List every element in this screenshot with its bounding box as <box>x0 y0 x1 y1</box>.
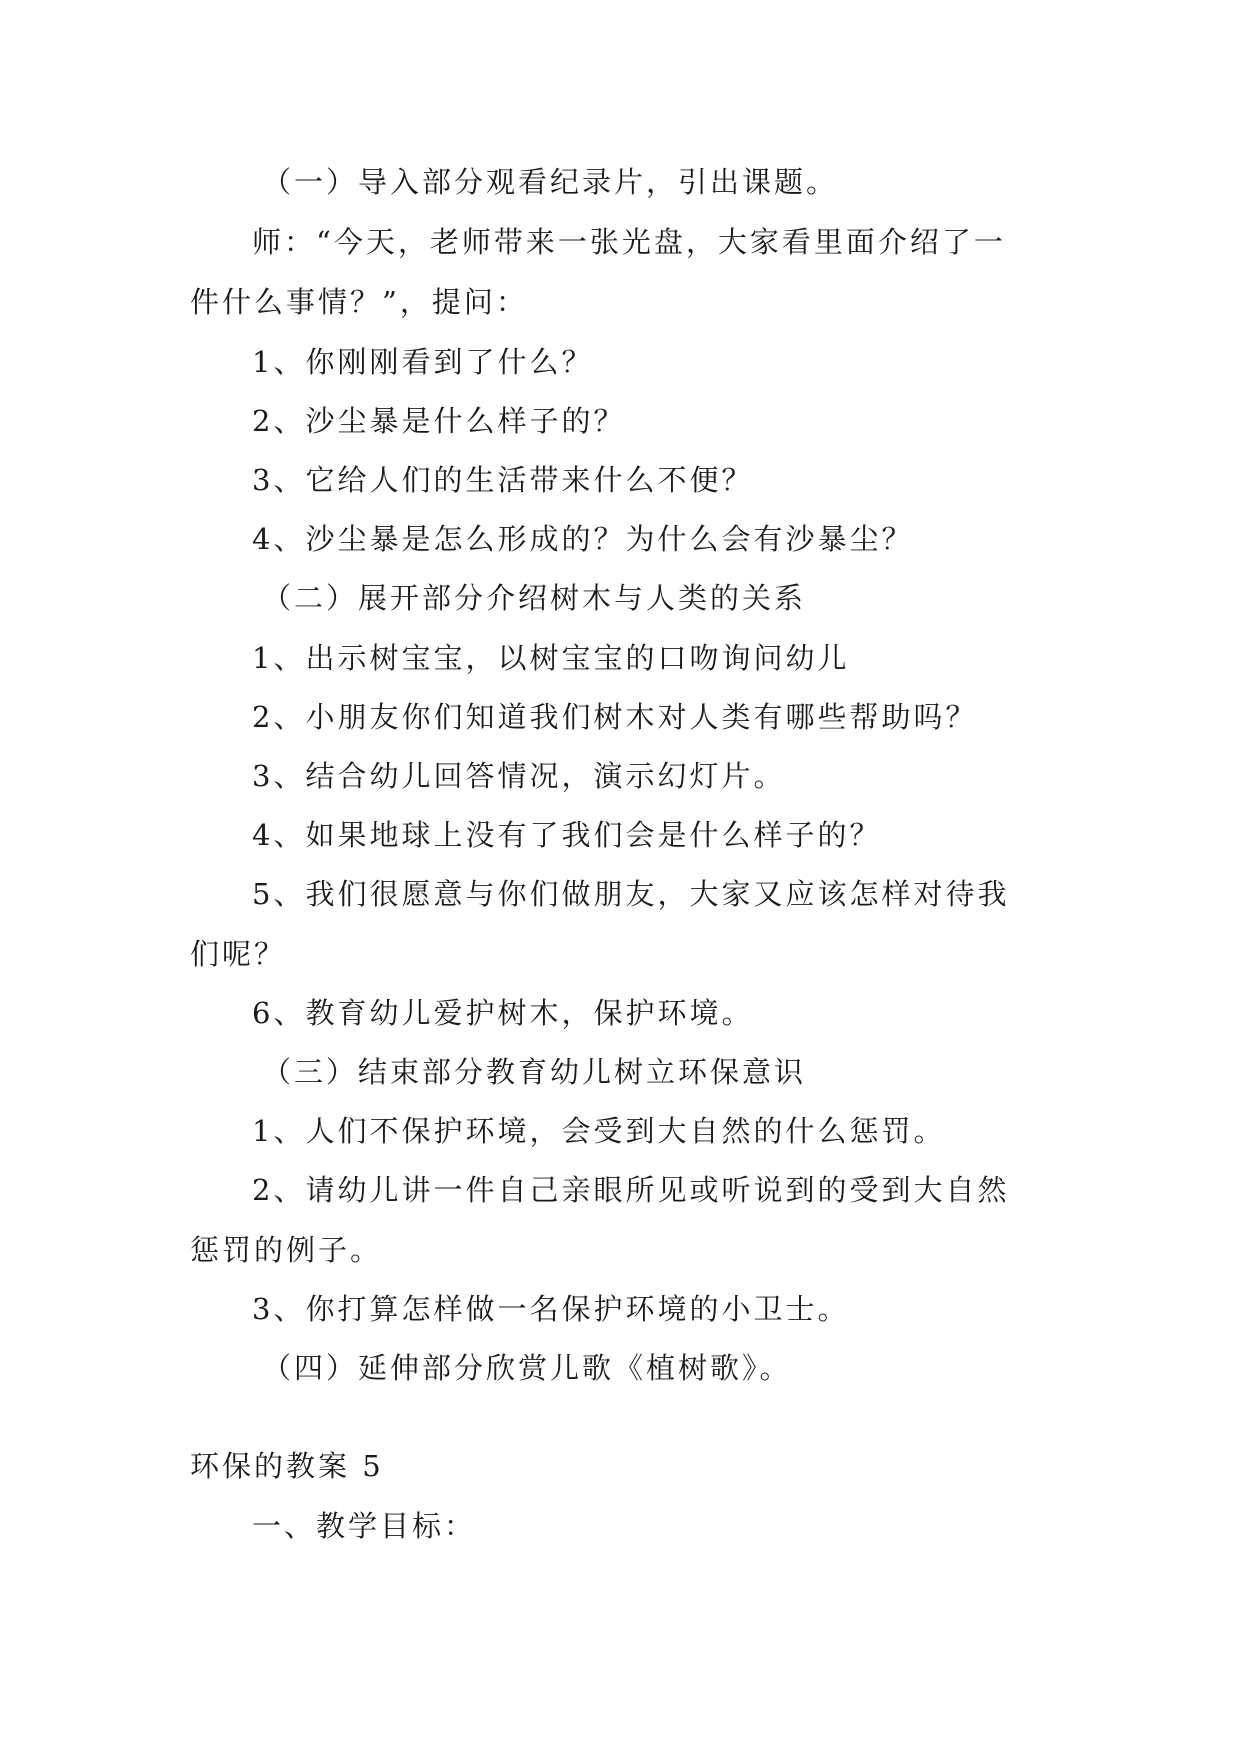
paragraph-line: 件什么事情？”，提问： <box>190 285 528 319</box>
list-item: 4、沙尘暴是怎么形成的？为什么会有沙暴尘？ <box>252 522 914 556</box>
list-item: 3、你打算怎样做一名保护环境的小卫士。 <box>252 1292 850 1326</box>
paragraph-line: 师：“今天，老师带来一张光盘，大家看里面介绍了一 <box>252 225 1006 259</box>
list-item: 1、你刚刚看到了什么？ <box>252 345 594 379</box>
section-heading-1: （一）导入部分观看纪录片，引出课题。 <box>262 165 839 199</box>
list-item: 2、请幼儿讲一件自己亲眼所见或听说到的受到大自然 <box>252 1173 1010 1207</box>
list-item: 2、沙尘暴是什么样子的？ <box>252 404 626 438</box>
subheading: 一、教学目标： <box>252 1509 477 1543</box>
document-heading: 环保的教案 5 <box>190 1449 384 1483</box>
section-heading-3: （三）结束部分教育幼儿树立环保意识 <box>262 1055 807 1089</box>
list-item: 2、小朋友你们知道我们树木对人类有哪些帮助吗？ <box>252 700 978 734</box>
list-item: 1、人们不保护环境，会受到大自然的什么惩罚。 <box>252 1114 946 1148</box>
list-item: 4、如果地球上没有了我们会是什么样子的？ <box>252 818 882 852</box>
paragraph-line: 惩罚的例子。 <box>190 1233 383 1267</box>
section-heading-2: （二）展开部分介绍树木与人类的关系 <box>262 581 807 615</box>
list-item: 1、出示树宝宝，以树宝宝的口吻询问幼儿 <box>252 641 850 675</box>
paragraph-line: 们呢？ <box>190 937 287 971</box>
section-heading-4: （四）延伸部分欣赏儿歌《植树歌》。 <box>262 1351 792 1385</box>
list-item: 3、它给人们的生活带来什么不便？ <box>252 463 754 497</box>
list-item: 3、结合幼儿回答情况，演示幻灯片。 <box>252 759 786 793</box>
list-item: 5、我们很愿意与你们做朋友，大家又应该怎样对待我 <box>252 877 1010 911</box>
list-item: 6、教育幼儿爱护树木，保护环境。 <box>252 996 754 1030</box>
